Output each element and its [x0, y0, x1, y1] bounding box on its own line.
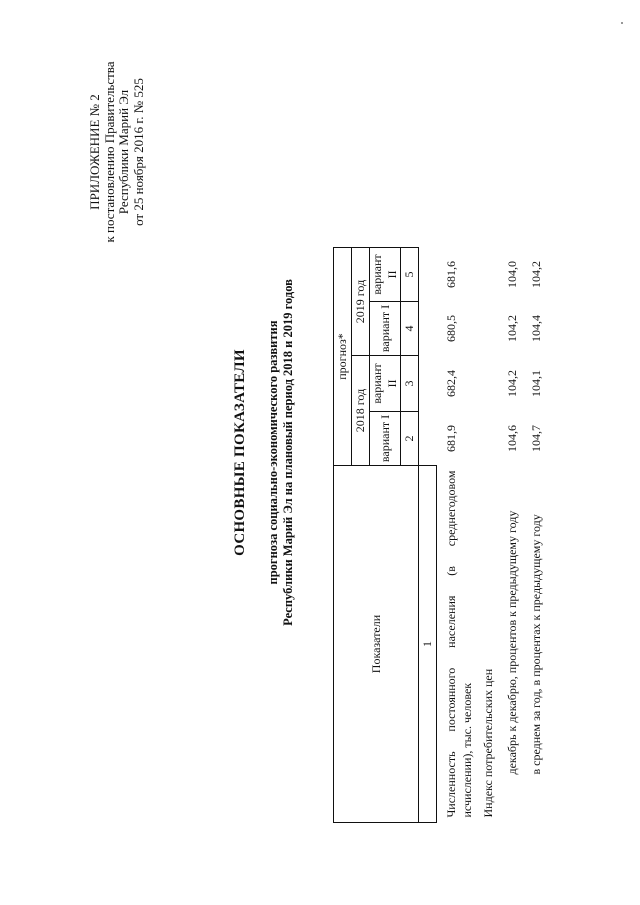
- cell-value: 680,5: [443, 315, 458, 342]
- header-blank: [334, 21, 419, 247]
- header-col-1: 1: [419, 466, 437, 823]
- cell-value: [475, 356, 496, 412]
- cell-blank: [437, 21, 476, 247]
- appendix-number: ПРИЛОЖЕНИЕ № 2: [87, 94, 102, 210]
- cell-value: 104,2: [529, 261, 543, 288]
- header-row-col1: [419, 21, 437, 822]
- row-label-cpi: Индекс потребительских цен: [481, 668, 495, 818]
- appendix-government: Республики Марий Эл: [116, 89, 131, 215]
- document-subtitle-line1: прогноза социально-экономического развития: [266, 320, 280, 585]
- header-2019-variant1: вариант I: [370, 302, 401, 356]
- table-row: [475, 21, 496, 822]
- header-col-2: 2: [401, 412, 419, 466]
- cell-value: 104,7: [529, 425, 543, 452]
- header-indicators: Показатели: [334, 466, 419, 823]
- cell-value: 682,4: [443, 370, 458, 397]
- cell-value: [475, 247, 496, 301]
- header-2018-variant1: вариант I: [370, 412, 401, 466]
- cell-blank: [475, 21, 496, 247]
- cell-value: 104,2: [505, 315, 519, 342]
- appendix-note: [88, 17, 146, 287]
- appendix-decree-ref: к постановлению Правительства: [101, 61, 117, 243]
- row-label-cpi-december: декабрь к декабрю, процентов к предыдущему году: [505, 510, 519, 775]
- cell-value: [475, 412, 496, 466]
- cell-value: 104,6: [505, 425, 519, 452]
- cell-blank: [496, 21, 520, 247]
- header-year-2018: 2018 год: [352, 356, 370, 466]
- cell-value: 104,0: [505, 261, 519, 288]
- cell-blank: [520, 21, 544, 247]
- header-row-1: [334, 21, 352, 822]
- header-col1-blank: [419, 21, 437, 247]
- table-row: [437, 21, 476, 822]
- table-row: [520, 21, 544, 822]
- row-label-cpi-annual-average: в среднем за год, в процентах к предыдущему году: [529, 514, 543, 775]
- row-label-population: Численность постоянного населения (в среднегодовом исчислении), тыс. человек: [444, 470, 474, 818]
- cell-value: 104,2: [505, 370, 519, 397]
- document-subtitle-line2: Республики Марий Эл на плановый период 2018 и 2019 годов: [281, 279, 295, 626]
- cell-value: [475, 302, 496, 356]
- header-col-4: 4: [401, 302, 419, 356]
- cell-value: 681,9: [443, 425, 458, 452]
- cell-value: 104,4: [529, 315, 543, 342]
- header-2018-variant2: вариант II: [370, 356, 401, 412]
- header-2019-variant2: вариант II: [370, 247, 401, 301]
- indicators-table: [333, 21, 544, 823]
- header-col-3: 3: [401, 356, 419, 412]
- header-col1-spacer: [419, 247, 437, 465]
- appendix-date: от 25 ноября 2016 г. № 525: [130, 78, 146, 226]
- cell-value: 681,6: [443, 261, 458, 288]
- header-col-5: 5: [401, 247, 419, 301]
- header-year-2019: 2019 год: [352, 247, 370, 355]
- table-row: [496, 21, 520, 822]
- cell-value: 104,1: [529, 370, 543, 397]
- header-forecast: прогноз*: [334, 247, 352, 465]
- document-title: ОСНОВНЫЕ ПОКАЗАТЕЛИ: [232, 349, 248, 556]
